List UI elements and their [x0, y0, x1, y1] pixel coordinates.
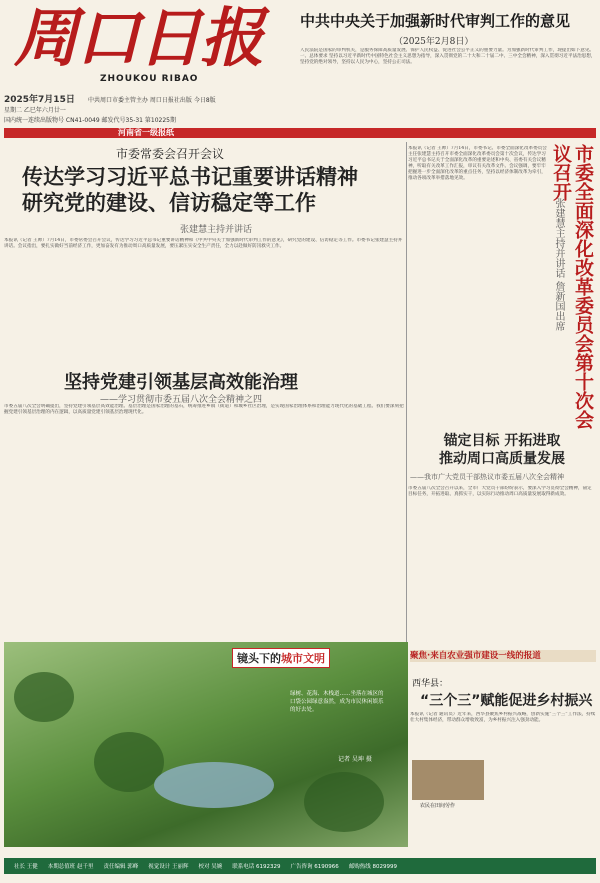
top-headline[interactable]: 中共中央关于加强新时代审判工作的意见 — [300, 12, 571, 30]
feature-headline[interactable]: “三个三”赋能促进乡村振兴 — [420, 693, 593, 709]
side-headline[interactable]: 市委全面深化改革委员会第十次会议召开 — [550, 144, 594, 429]
body-column: 市委五届八次全会明确提出，坚持党建引领基层高效能治理。基层治理是国家治理的基石，统筹推进乡镇（街道）和城乡社区治理，是实现国家治理体系和治理能力现代化的基础工程。我们要深刻把握党建引领基层治理的内在逻辑，以高质量党建引领基层治理现代化。 — [4, 404, 404, 415]
issue-publisher: 中共周口市委主管主办 周口日报社出版 今日8版 — [88, 97, 216, 104]
feature-photo[interactable] — [412, 760, 484, 800]
lead-headline-line2: 研究党的建设、信访稳定等工作 — [22, 191, 316, 215]
third-headline-line1: 锚定目标 开拓进取 — [443, 433, 561, 449]
masthead-title: 周口日报 — [14, 1, 262, 76]
lead-article — [4, 142, 406, 472]
side-body: 本报讯（记者 王帅）7月14日，市委书记、市委全面深化改革委员会主任张建慧主持召开市委全面深化改革委员会第十次会议，传达学习习近平总书记关于全面深化改革的重要论述和中央、省委有关会议精神，听取有关改革工作汇报，审议有关改革文件。会议强调，要牢牢把握进一步全面深化改革的重点任务，坚持以经济体制改革为牵引，推动各项改革举措落地见效。 — [408, 146, 547, 181]
issue-number: 国内统一连续出版物号 CN41-0049 邮发代号35-31 第10225期 — [4, 117, 176, 124]
footer-bar — [4, 858, 596, 874]
footer-item: 邮购热线 8029999 — [348, 864, 397, 870]
footer-item: 视觉设计 王丽辉 — [148, 864, 189, 870]
photo-tag-highlight: 城市文明 — [281, 652, 325, 665]
footer-item: 本期总值班 赵千里 — [47, 864, 94, 870]
third-body — [408, 486, 596, 640]
feature-kicker: 西华县： — [412, 679, 449, 689]
footer-item: 校对 吴婉 — [198, 864, 223, 870]
column-divider — [406, 142, 407, 642]
third-headline[interactable] — [422, 432, 582, 468]
masthead-pinyin: ZHOUKOU RIBAO — [100, 74, 199, 84]
footer-item: 社长 王健 — [14, 864, 38, 870]
issue-date: 2025年7月15日 — [4, 95, 75, 105]
banner-label: 河南省一级报纸 — [118, 128, 174, 137]
photo-tree — [14, 672, 74, 722]
second-body — [4, 404, 406, 470]
third-headline-line2: 推动周口高质量发展 — [439, 451, 565, 467]
footer-item: 联系电话 6192329 — [232, 864, 281, 870]
body-column: 本报讯（记者 通讯员）近年来，西华县聚焦乡村振兴战略，创新实施“三个三”工作法，持续壮大村集体经济，带动群众增收致富，为乡村振兴注入强劲动能。 — [410, 712, 596, 723]
footer-item: 广告咨询 6190966 — [290, 864, 339, 870]
lead-body — [4, 238, 406, 348]
lead-byline: 张建慧主持并讲话 — [180, 225, 253, 235]
news-photo[interactable] — [4, 642, 408, 847]
photo-tag-prefix: 镜头下的 — [237, 652, 281, 665]
third-subtitle: ——我市广大党员干部热议市委五届八次全会精神 — [410, 473, 564, 481]
second-subtitle: ——学习贯彻市委五届八次全会精神之四 — [100, 395, 263, 405]
photo-caption: 绿树、花海、木栈道……坐落在城区的口袋公园绿意盎然，成为市民休闲娱乐的好去处。 — [290, 691, 384, 713]
top-date: （2025年2月8日） — [394, 37, 474, 47]
photo-tag — [232, 648, 330, 668]
photo-tree — [304, 772, 384, 832]
feature-bar: 聚焦·来自农业强市建设一线的报道 — [410, 650, 596, 662]
second-headline[interactable]: 坚持党建引领基层高效能治理 — [64, 372, 298, 393]
photo-lake — [154, 762, 274, 808]
body-column: 本报讯（记者 王帅）7月14日，市委常委会召开会议，传达学习习近平总书记重要讲话精神和《中共中央关于加强新时代审判工作的意见》，研究党的建设、信访稳定等工作。市委书记张建慧主持并讲话。会议指出，要扎实做好当前经济工作，更加奋发有为推动周口高质量发展，要压紧压实安全生产责任，全力以赴做好防汛救灾工作。 — [4, 238, 403, 249]
masthead — [0, 0, 600, 140]
issue-weekday: 星期二 乙巳年六月廿一 — [4, 107, 66, 114]
lead-headline[interactable] — [22, 164, 358, 216]
photo-credit: 记者 吴坤 摄 — [338, 756, 372, 763]
body-column: 人民法院是国家的审判机关，是服务保障高质量发展、保护人民权益、促进社会公平正义的重要力量。为加强新时代审判工作，现提出如下意见。一、总体要求 坚持以习近平新时代中国特色社会主义思想为指导，深入贯彻党的二十大和二十届二中、三中全会精神，深入贯彻习近平法治思想，坚持党的绝对领导，坚持以人民为中心，坚持公正司法。 — [300, 48, 596, 65]
body-column: 市委五届八次全会召开以来，全市广大党员干部纷纷表示，要深入学习贯彻全会精神，锚定目标任务，开拓进取、真抓实干，以实际行动推动周口高质量发展取得新成效。 — [408, 486, 592, 497]
side-subtitle: 张建慧主持并讲话 詹新国出席 — [553, 198, 564, 332]
feature-photo-caption: 农民在田间劳作 — [420, 803, 456, 809]
top-story-body — [300, 48, 596, 128]
issue-info — [4, 92, 296, 126]
lead-headline-line1: 传达学习习近平总书记重要讲话精神 — [22, 165, 358, 189]
footer-item: 责任编辑 郭峰 — [103, 864, 139, 870]
banner-bar — [4, 128, 596, 138]
lead-kicker: 市委常委会召开会议 — [116, 147, 225, 161]
